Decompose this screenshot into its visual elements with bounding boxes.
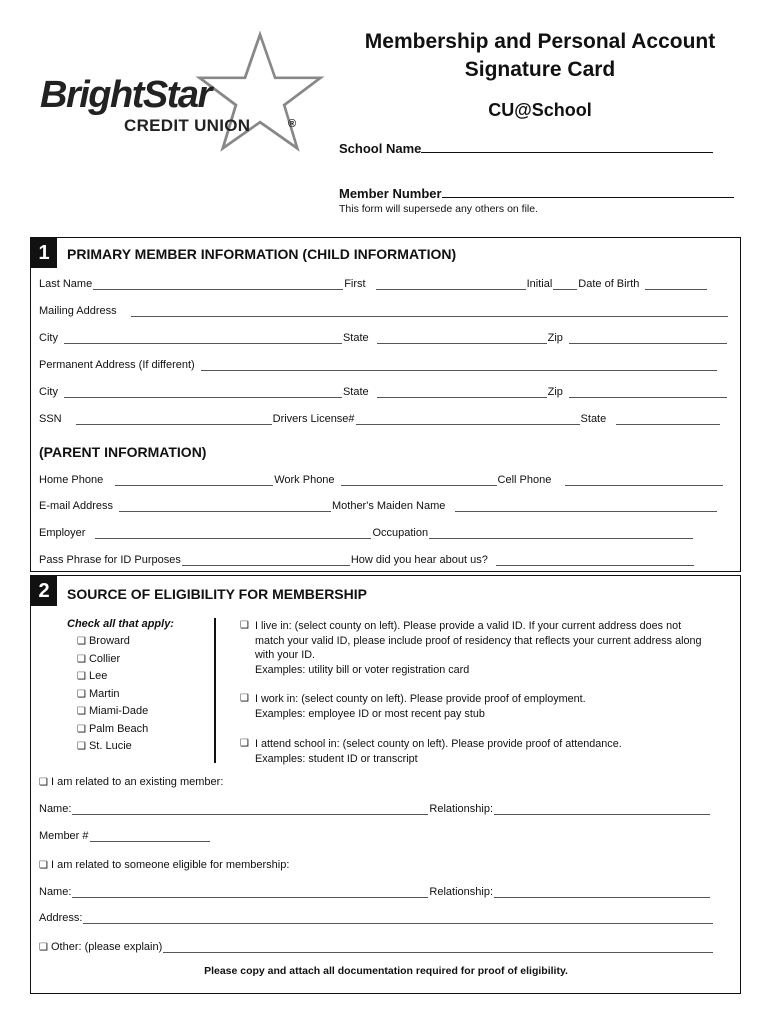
checkbox-icon[interactable]: ❑ xyxy=(39,860,48,871)
pass-phrase-input[interactable] xyxy=(182,556,350,566)
section-number: 1 xyxy=(31,238,57,268)
school-name-label: School Name xyxy=(339,141,422,156)
section-number: 2 xyxy=(31,576,57,606)
work-in-text: I work in: (select county on left). Please provide proof of employment. xyxy=(255,693,586,705)
county-label: Collier xyxy=(88,652,121,665)
occupation-input[interactable] xyxy=(429,529,693,539)
last-name-input[interactable] xyxy=(93,280,343,290)
checkbox-icon[interactable]: ❑ xyxy=(39,777,48,788)
checkbox-icon[interactable]: ❑ xyxy=(77,741,86,752)
documentation-footnote: Please copy and attach all documentation required for proof of eligibility. xyxy=(204,965,568,977)
drivers-license-input[interactable] xyxy=(356,415,580,425)
first-label: First xyxy=(344,278,366,290)
dl-state-label: State xyxy=(580,413,607,425)
logo xyxy=(40,30,330,155)
permanent-address-input[interactable] xyxy=(201,361,717,371)
other-input[interactable] xyxy=(163,943,713,953)
school-in-text: I attend school in: (select county on left). Please provide proof of attendance. xyxy=(255,738,622,750)
check-all-label: Check all that apply: xyxy=(67,618,174,630)
employer-label: Employer xyxy=(39,527,86,539)
county-list xyxy=(77,633,148,756)
checkbox-icon[interactable]: ❑ xyxy=(77,653,86,665)
county-martin[interactable] xyxy=(77,686,148,704)
registered-mark: ® xyxy=(288,118,297,130)
checkbox-icon[interactable]: ❑ xyxy=(240,620,249,631)
maiden-name-input[interactable] xyxy=(455,502,717,512)
pass-phrase-label: Pass Phrase for ID Purposes xyxy=(39,554,181,566)
option-live-in[interactable] xyxy=(240,619,710,677)
checkbox-icon[interactable]: ❑ xyxy=(240,693,249,704)
dob-input[interactable] xyxy=(645,280,707,290)
county-label: Martin xyxy=(88,687,120,700)
name-label: Name: xyxy=(39,803,72,815)
option-related-eligible[interactable] xyxy=(39,859,289,871)
county-label: Lee xyxy=(88,670,108,682)
county-palm-beach[interactable] xyxy=(77,721,148,739)
form-subtitle: CU@School xyxy=(488,100,592,120)
county-label: Broward xyxy=(88,635,130,647)
row-phones xyxy=(39,474,724,486)
parent-info-heading: (PARENT INFORMATION) xyxy=(39,444,207,460)
ssn-input[interactable] xyxy=(76,415,272,425)
work-in-example: Examples: employee ID or most recent pay stub xyxy=(255,707,485,720)
cell-phone-input[interactable] xyxy=(565,476,723,486)
county-label: St. Lucie xyxy=(88,740,132,752)
section-primary-member xyxy=(30,237,741,572)
school-in-example: Examples: student ID or transcript xyxy=(255,752,418,765)
how-heard-label: How did you hear about us? xyxy=(350,554,488,566)
mailing-address-input[interactable] xyxy=(131,307,728,317)
row-address xyxy=(39,912,714,924)
first-input[interactable] xyxy=(376,280,526,290)
name-input[interactable] xyxy=(72,888,428,898)
checkbox-icon[interactable]: ❑ xyxy=(77,688,86,700)
employer-input[interactable] xyxy=(95,529,371,539)
cell-phone-label: Cell Phone xyxy=(497,474,552,486)
home-phone-label: Home Phone xyxy=(39,474,104,486)
option-other[interactable] xyxy=(39,941,714,953)
name-input[interactable] xyxy=(72,805,428,815)
row-mailing xyxy=(39,305,729,317)
how-heard-input[interactable] xyxy=(496,556,694,566)
logo-wordmark: BrightStar xyxy=(40,74,211,116)
school-name-field[interactable] xyxy=(339,141,713,156)
checkbox-icon[interactable]: ❑ xyxy=(39,942,48,953)
state-label: State xyxy=(342,386,369,398)
county-collier[interactable] xyxy=(77,651,148,669)
county-miami-dade[interactable] xyxy=(77,703,148,721)
row-ssn xyxy=(39,413,721,425)
initial-input[interactable] xyxy=(553,280,577,290)
other-label: Other: (please explain) xyxy=(50,941,163,953)
zip-input[interactable] xyxy=(569,388,727,398)
ssn-label: SSN xyxy=(39,413,62,425)
state-label: State xyxy=(342,332,369,344)
state-input[interactable] xyxy=(377,388,547,398)
dl-state-input[interactable] xyxy=(616,415,720,425)
checkbox-icon[interactable]: ❑ xyxy=(77,636,86,647)
member-number-field[interactable] xyxy=(339,186,734,201)
option-related-member[interactable] xyxy=(39,776,223,788)
email-input[interactable] xyxy=(119,502,331,512)
row-eligible-name xyxy=(39,886,711,898)
checkbox-icon[interactable]: ❑ xyxy=(77,723,86,735)
city-label: City xyxy=(39,332,58,344)
zip-label: Zip xyxy=(547,386,563,398)
city-input[interactable] xyxy=(64,388,342,398)
city-input[interactable] xyxy=(64,334,342,344)
option-work-in[interactable] xyxy=(240,692,710,721)
live-in-example: Examples: utility bill or voter registration card xyxy=(255,663,470,676)
row-email xyxy=(39,500,718,512)
star-icon xyxy=(195,30,325,155)
county-broward[interactable] xyxy=(77,633,148,651)
member-num-label: Member # xyxy=(39,830,89,842)
permanent-address-label: Permanent Address (If different) xyxy=(39,359,195,371)
form-title-line1: Membership and Personal Account xyxy=(364,30,716,53)
county-lee[interactable] xyxy=(77,668,148,686)
email-label: E-mail Address xyxy=(39,500,113,512)
logo-subtext: CREDIT UNION xyxy=(124,116,251,135)
row-city-1 xyxy=(39,332,728,344)
work-phone-label: Work Phone xyxy=(274,474,335,486)
maiden-name-label: Mother's Maiden Name xyxy=(331,500,446,512)
relationship-label: Relationship: xyxy=(429,886,493,898)
supersede-note: This form will supersede any others on file. xyxy=(339,203,539,215)
address-label: Address: xyxy=(39,912,83,924)
dob-label: Date of Birth xyxy=(578,278,640,290)
option-school-in[interactable] xyxy=(240,737,710,766)
row-employer xyxy=(39,527,694,539)
row-city-2 xyxy=(39,386,728,398)
member-num-input[interactable] xyxy=(90,832,210,842)
county-label: Miami-Dade xyxy=(88,705,149,717)
relationship-input[interactable] xyxy=(494,888,710,898)
last-name-label: Last Name xyxy=(39,278,93,290)
checkbox-icon[interactable]: ❑ xyxy=(77,671,86,682)
section-title: SOURCE OF ELIGIBILITY FOR MEMBERSHIP xyxy=(67,586,367,602)
section-title: PRIMARY MEMBER INFORMATION (CHILD INFORMATION) xyxy=(67,246,457,262)
row-related-name xyxy=(39,803,711,815)
city-label: City xyxy=(39,386,58,398)
zip-input[interactable] xyxy=(569,334,727,344)
mailing-address-label: Mailing Address xyxy=(39,305,117,317)
row-member-num xyxy=(39,830,211,842)
column-divider xyxy=(214,618,216,763)
related-member-label: I am related to an existing member: xyxy=(50,776,224,788)
initial-label: Initial xyxy=(526,278,553,290)
work-phone-input[interactable] xyxy=(341,476,497,486)
state-input[interactable] xyxy=(377,334,547,344)
row-name xyxy=(39,278,736,290)
relationship-label: Relationship: xyxy=(429,803,493,815)
county-st-lucie[interactable] xyxy=(77,738,148,756)
checkbox-icon[interactable]: ❑ xyxy=(240,738,249,749)
address-input[interactable] xyxy=(83,914,713,924)
related-eligible-label: I am related to someone eligible for membership: xyxy=(50,859,290,871)
live-in-text: I live in: (select county on left). Please provide a valid ID. If your current address does not match your valid ID, please include proof of residency that reflects your current address along with your ID. xyxy=(255,620,702,661)
form-title-line2: Signature Card xyxy=(464,58,616,81)
occupation-label: Occupation xyxy=(372,527,429,539)
name-label: Name: xyxy=(39,886,72,898)
county-label: Palm Beach xyxy=(88,722,149,735)
relationship-input[interactable] xyxy=(494,805,710,815)
row-passphrase xyxy=(39,554,695,566)
drivers-license-label: Drivers License# xyxy=(272,413,355,425)
row-permanent xyxy=(39,359,718,371)
zip-label: Zip xyxy=(547,332,563,344)
home-phone-input[interactable] xyxy=(115,476,273,486)
checkbox-icon[interactable]: ❑ xyxy=(77,706,86,717)
member-number-label: Member Number xyxy=(339,186,442,201)
section-eligibility xyxy=(30,575,741,994)
